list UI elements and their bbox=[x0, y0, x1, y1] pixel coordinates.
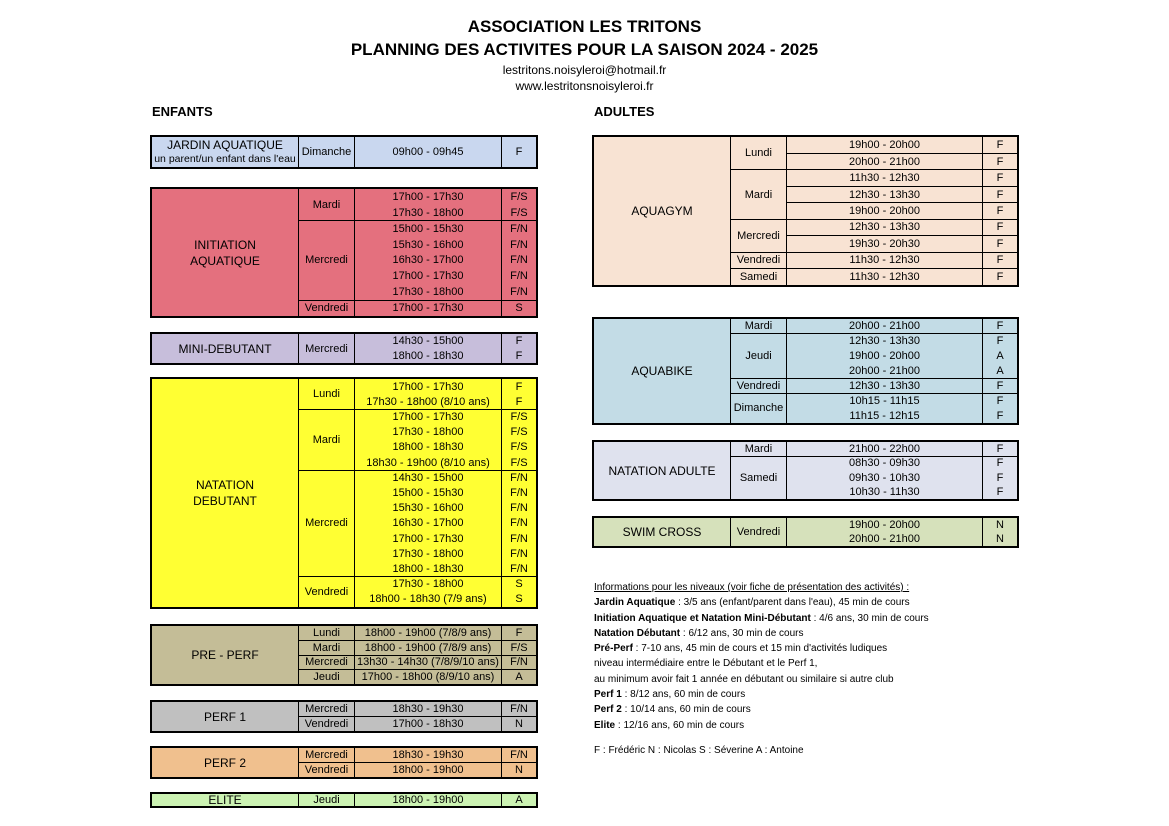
day-lundi: Lundi bbox=[313, 627, 340, 640]
info-line bbox=[594, 611, 1094, 626]
coach-code: F bbox=[515, 380, 523, 393]
day-mercredi: Mercredi bbox=[305, 517, 348, 530]
coach-code: F/S bbox=[510, 456, 528, 469]
time-slot: 19h00 - 20h00 bbox=[849, 204, 920, 217]
slot-divider bbox=[786, 235, 1017, 236]
time-slot: 09h00 - 09h45 bbox=[392, 146, 464, 158]
day-dimanche: Dimanche bbox=[733, 402, 784, 415]
time-slot: 13h30 - 14h30 (7/8/9/10 ans) bbox=[357, 656, 499, 669]
activity-name bbox=[152, 794, 298, 806]
time-slot: 18h00 - 19h00 (7/8/9 ans) bbox=[364, 627, 492, 640]
time-slot: 10h15 - 11h15 bbox=[849, 394, 920, 407]
info-line-text: : 3/5 ans (enfant/parent dans l'eau), 45 min de cours bbox=[675, 597, 910, 609]
coach-code: F/S bbox=[510, 206, 528, 219]
slot-divider bbox=[786, 186, 1017, 187]
info-line bbox=[594, 656, 1094, 671]
info-line-level: Perf 1 bbox=[594, 689, 622, 701]
time-slot: 17h30 - 18h00 bbox=[392, 206, 464, 219]
coach-code: F bbox=[996, 172, 1004, 185]
day-vendredi: Vendredi bbox=[304, 717, 349, 730]
coach-code: F/S bbox=[510, 441, 528, 454]
coach-code: F/N bbox=[510, 532, 528, 545]
time-slot: 17h30 - 18h00 bbox=[392, 578, 464, 591]
coach-code: A bbox=[996, 364, 1004, 377]
day-vendredi: Vendredi bbox=[736, 379, 781, 392]
time-slot: 11h30 - 12h30 bbox=[849, 270, 920, 283]
coach-code: S bbox=[515, 302, 523, 315]
day-mercredi: Mercredi bbox=[305, 342, 348, 355]
day-mardi: Mardi bbox=[744, 320, 773, 333]
activity-name-line1: NATATION ADULTE bbox=[608, 463, 716, 478]
info-line bbox=[594, 687, 1094, 702]
info-line-level: Jardin Aquatique bbox=[594, 597, 676, 609]
coach-code: F/N bbox=[510, 286, 528, 299]
day-dimanche: Dimanche bbox=[301, 146, 352, 158]
day-vendredi: Vendredi bbox=[304, 302, 349, 315]
section-title-adults: ADULTES bbox=[594, 104, 655, 119]
day-mercredi: Mercredi bbox=[305, 749, 348, 762]
coach-code: N bbox=[515, 717, 523, 730]
coach-code: F bbox=[996, 139, 1004, 152]
time-slot: 08h30 - 09h30 bbox=[849, 457, 920, 470]
coach-code: F bbox=[996, 457, 1004, 470]
time-slot: 17h00 - 18h30 bbox=[392, 717, 464, 730]
coach-code: N bbox=[996, 519, 1004, 531]
coach-code: F/N bbox=[510, 254, 528, 267]
coach-code: F bbox=[996, 379, 1004, 392]
coach-code: F/N bbox=[510, 270, 528, 283]
day-mercredi: Mercredi bbox=[305, 703, 348, 716]
time-slot: 11h30 - 12h30 bbox=[849, 254, 920, 267]
info-line-level: Natation Débutant bbox=[594, 627, 681, 639]
coach-code: F/S bbox=[510, 641, 528, 654]
time-slot: 17h00 - 17h30 bbox=[392, 190, 464, 203]
day-vendredi: Vendredi bbox=[304, 763, 349, 776]
coach-code: F bbox=[996, 485, 1004, 498]
email-link[interactable]: lestritons.noisyleroi@hotmail.fr bbox=[502, 63, 667, 77]
coach-code: F/N bbox=[510, 749, 528, 762]
schedule-block-mini-debutant bbox=[150, 332, 538, 365]
coach-code: F/N bbox=[510, 547, 528, 560]
time-slot: 15h30 - 16h00 bbox=[392, 238, 464, 251]
coach-code: A bbox=[515, 794, 523, 806]
coach-code: F/N bbox=[510, 222, 528, 235]
activity-name-line1: PRE - PERF bbox=[191, 648, 259, 662]
time-slot: 18h30 - 19h30 bbox=[392, 749, 464, 762]
time-slot: 18h00 - 18h30 bbox=[392, 441, 464, 454]
info-line bbox=[594, 702, 1094, 717]
info-line-text: au minimum avoir fait 1 année en débutant ou similaire si autre club bbox=[594, 673, 894, 685]
activity-name bbox=[152, 137, 298, 167]
info-line-level: Pré-Perf bbox=[594, 643, 633, 655]
time-slot: 15h30 - 16h00 bbox=[392, 502, 464, 515]
activity-name-line1: SWIM CROSS bbox=[622, 525, 702, 539]
time-slot: 19h30 - 20h30 bbox=[849, 237, 920, 250]
time-slot: 11h30 - 12h30 bbox=[849, 172, 920, 185]
activity-name-line1: ELITE bbox=[208, 794, 242, 806]
time-slot: 09h30 - 10h30 bbox=[849, 471, 920, 484]
time-slot: 15h00 - 15h30 bbox=[392, 222, 464, 235]
time-slot: 16h30 - 17h00 bbox=[392, 254, 464, 267]
time-slot: 17h00 - 17h30 bbox=[392, 302, 464, 315]
time-slot: 18h00 - 19h00 bbox=[392, 763, 464, 776]
time-slot: 18h00 - 18h30 bbox=[392, 349, 464, 362]
time-slot: 11h15 - 12h15 bbox=[849, 409, 920, 422]
coach-code: F bbox=[515, 146, 523, 158]
activity-name-line1: JARDIN AQUATIQUE bbox=[167, 138, 283, 152]
day-mercredi: Mercredi bbox=[737, 229, 780, 242]
time-slot: 19h00 - 20h00 bbox=[849, 350, 920, 363]
activity-name bbox=[594, 518, 730, 546]
coach-code: F bbox=[996, 270, 1004, 283]
day-mardi: Mardi bbox=[312, 433, 341, 446]
schedule-block-jardin-aquatique bbox=[150, 135, 538, 169]
activity-name bbox=[152, 379, 298, 607]
activity-name bbox=[594, 137, 730, 285]
activity-name-line2: un parent/un enfant dans l'eau bbox=[154, 153, 296, 165]
time-slot: 21h00 - 22h00 bbox=[849, 443, 920, 456]
coach-code: F/N bbox=[510, 238, 528, 251]
day-samedi: Samedi bbox=[739, 471, 778, 484]
time-slot: 20h00 - 21h00 bbox=[849, 533, 920, 545]
coach-code: F bbox=[515, 395, 523, 408]
coach-code: F/N bbox=[510, 517, 528, 530]
coach-code: F bbox=[996, 188, 1004, 201]
schedule-block-initiation bbox=[150, 187, 538, 318]
coach-code: F/N bbox=[510, 471, 528, 484]
coach-code: F/N bbox=[510, 656, 528, 669]
schedule-block-aquabike bbox=[592, 317, 1019, 425]
level-info bbox=[594, 580, 1094, 758]
website-link[interactable]: www.lestritonsnoisyleroi.fr bbox=[515, 79, 654, 93]
time-slot: 17h00 - 17h30 bbox=[392, 270, 464, 283]
time-slot: 18h00 - 18h30 bbox=[392, 562, 464, 575]
activity-name bbox=[594, 319, 730, 423]
time-slot: 14h30 - 15h00 bbox=[392, 335, 464, 348]
coach-code: S bbox=[515, 593, 523, 606]
coach-legend: F : Frédéric N : Nicolas S : Séverine A : Antoine bbox=[594, 744, 804, 756]
time-slot: 18h30 - 19h00 (8/10 ans) bbox=[366, 456, 490, 469]
coach-code: F/N bbox=[510, 486, 528, 499]
day-jeudi: Jeudi bbox=[313, 670, 340, 683]
coach-code: N bbox=[996, 533, 1004, 545]
activity-name bbox=[594, 442, 730, 499]
schedule-block-swim-cross bbox=[592, 516, 1019, 548]
coach-code: F bbox=[515, 335, 523, 348]
info-line-level: Elite bbox=[594, 719, 616, 731]
coach-code: F/N bbox=[510, 562, 528, 575]
day-vendredi: Vendredi bbox=[736, 254, 781, 267]
activity-name bbox=[152, 748, 298, 777]
page-subtitle: PLANNING DES ACTIVITES POUR LA SAISON 2024 - 2025 bbox=[350, 40, 819, 59]
time-slot: 17h00 - 18h00 (8/9/10 ans) bbox=[361, 670, 495, 683]
activity-name-line1: NATATION bbox=[196, 478, 254, 492]
activity-name bbox=[152, 334, 298, 363]
coach-code: F bbox=[515, 349, 523, 362]
coach-code: F bbox=[996, 221, 1004, 234]
time-slot: 17h30 - 18h00 bbox=[392, 286, 464, 299]
time-slot: 17h00 - 17h30 bbox=[392, 380, 464, 393]
info-line-level: Initiation Aquatique et Natation Mini-Débutant bbox=[594, 612, 811, 624]
coach-code: F bbox=[996, 335, 1004, 348]
time-slot: 18h00 - 19h00 bbox=[392, 794, 464, 806]
day-mardi: Mardi bbox=[312, 641, 341, 654]
activity-name-line2: DEBUTANT bbox=[193, 494, 257, 508]
info-lines bbox=[594, 595, 1094, 733]
time-slot: 12h30 - 13h30 bbox=[849, 188, 920, 201]
time-slot: 19h00 - 20h00 bbox=[849, 519, 920, 531]
slot-divider bbox=[786, 153, 1017, 154]
coach-code: F bbox=[996, 409, 1004, 422]
coach-code: F/S bbox=[510, 426, 528, 439]
activity-name bbox=[152, 702, 298, 731]
time-slot: 17h30 - 18h00 bbox=[392, 547, 464, 560]
coach-code: F/N bbox=[510, 703, 528, 716]
info-line bbox=[594, 641, 1094, 656]
activity-name-line1: AQUAGYM bbox=[631, 204, 693, 218]
coach-code: F bbox=[996, 254, 1004, 267]
info-line-text: : 4/6 ans, 30 min de cours bbox=[810, 612, 929, 624]
coach-code: A bbox=[515, 670, 523, 683]
time-slot: 17h00 - 17h30 bbox=[392, 532, 464, 545]
day-lundi: Lundi bbox=[313, 388, 340, 401]
time-slot: 18h00 - 19h00 (7/8/9 ans) bbox=[364, 641, 492, 654]
info-line bbox=[594, 626, 1094, 641]
coach-code: F/S bbox=[510, 410, 528, 423]
time-slot: 17h00 - 17h30 bbox=[392, 410, 464, 423]
coach-code: F bbox=[515, 627, 523, 640]
day-samedi: Samedi bbox=[739, 270, 778, 283]
info-line-text: : 8/12 ans, 60 min de cours bbox=[621, 689, 746, 701]
time-slot: 12h30 - 13h30 bbox=[849, 379, 920, 392]
day-mardi: Mardi bbox=[744, 443, 773, 456]
schedule-block-pre-perf bbox=[150, 624, 538, 686]
coach-code: F/N bbox=[510, 502, 528, 515]
coach-code: F bbox=[996, 155, 1004, 168]
schedule-block-natation bbox=[150, 377, 538, 609]
time-slot: 17h30 - 18h00 bbox=[392, 426, 464, 439]
schedule-block-elite bbox=[150, 792, 538, 808]
coach-code: F bbox=[996, 237, 1004, 250]
time-slot: 15h00 - 15h30 bbox=[392, 486, 464, 499]
time-slot: 12h30 - 13h30 bbox=[849, 335, 920, 348]
schedule-block-perf-2 bbox=[150, 746, 538, 779]
day-lundi: Lundi bbox=[745, 147, 772, 160]
info-line bbox=[594, 595, 1094, 610]
coach-code: A bbox=[996, 350, 1004, 363]
day-vendredi: Vendredi bbox=[304, 585, 349, 598]
time-slot: 19h00 - 20h00 bbox=[849, 139, 920, 152]
day-mercredi: Mercredi bbox=[305, 656, 348, 669]
info-line bbox=[594, 718, 1094, 733]
day-mercredi: Mercredi bbox=[305, 254, 348, 267]
time-slot: 16h30 - 17h00 bbox=[392, 517, 464, 530]
info-line-text: : 12/16 ans, 60 min de cours bbox=[615, 719, 745, 731]
activity-name-line1: MINI-DEBUTANT bbox=[178, 341, 272, 356]
info-line-level: Perf 2 bbox=[594, 704, 622, 716]
info-line-text: : 6/12 ans, 30 min de cours bbox=[680, 627, 804, 639]
info-line-text: niveau intermédiaire entre le Débutant et le Perf 1, bbox=[594, 658, 818, 670]
time-slot: 10h30 - 11h30 bbox=[849, 485, 920, 498]
activity-name bbox=[152, 626, 298, 684]
day-mardi: Mardi bbox=[744, 188, 773, 201]
schedule-block-perf-1 bbox=[150, 700, 538, 733]
activity-name-line1: AQUABIKE bbox=[631, 364, 693, 378]
coach-code: F/S bbox=[510, 190, 528, 203]
coach-code: F bbox=[996, 443, 1004, 456]
time-slot: 20h00 - 21h00 bbox=[849, 364, 920, 377]
slot-divider bbox=[786, 202, 1017, 203]
coach-code: F bbox=[996, 204, 1004, 217]
time-slot: 18h00 - 18h30 (7/9 ans) bbox=[369, 593, 487, 606]
info-heading: Informations pour les niveaux (voir fiche de présentation des activités) : bbox=[594, 582, 910, 593]
info-line-text: : 10/14 ans, 60 min de cours bbox=[621, 704, 751, 716]
activity-name-line1: INITIATION bbox=[194, 237, 256, 252]
coach-code: F bbox=[996, 320, 1004, 333]
time-slot: 18h30 - 19h30 bbox=[392, 703, 464, 716]
section-title-children: ENFANTS bbox=[152, 104, 213, 119]
schedule-block-natation-adulte bbox=[592, 440, 1019, 501]
time-slot: 14h30 - 15h00 bbox=[392, 471, 464, 484]
info-line-text: : 7-10 ans, 45 min de cours et 15 min d'activités ludiques bbox=[632, 643, 888, 655]
day-vendredi: Vendredi bbox=[736, 526, 781, 538]
time-slot: 20h00 - 21h00 bbox=[849, 320, 920, 333]
schedule-block-aquagym bbox=[592, 135, 1019, 287]
time-slot: 12h30 - 13h30 bbox=[849, 221, 920, 234]
activity-name bbox=[152, 189, 298, 316]
time-slot: 17h30 - 18h00 (8/10 ans) bbox=[366, 395, 490, 408]
activity-name-line1: PERF 2 bbox=[203, 755, 246, 770]
coach-code: F bbox=[996, 394, 1004, 407]
coach-code: F bbox=[996, 471, 1004, 484]
info-line bbox=[594, 672, 1094, 687]
activity-name-line1: PERF 1 bbox=[203, 709, 246, 724]
day-mardi: Mardi bbox=[312, 198, 341, 211]
coach-code: S bbox=[515, 578, 523, 591]
time-slot: 20h00 - 21h00 bbox=[849, 155, 920, 168]
day-jeudi: Jeudi bbox=[745, 350, 772, 363]
activity-name-line2: AQUATIQUE bbox=[190, 253, 260, 268]
day-jeudi: Jeudi bbox=[313, 794, 340, 806]
coach-code: N bbox=[515, 763, 523, 776]
page-title: ASSOCIATION LES TRITONS bbox=[467, 17, 702, 36]
